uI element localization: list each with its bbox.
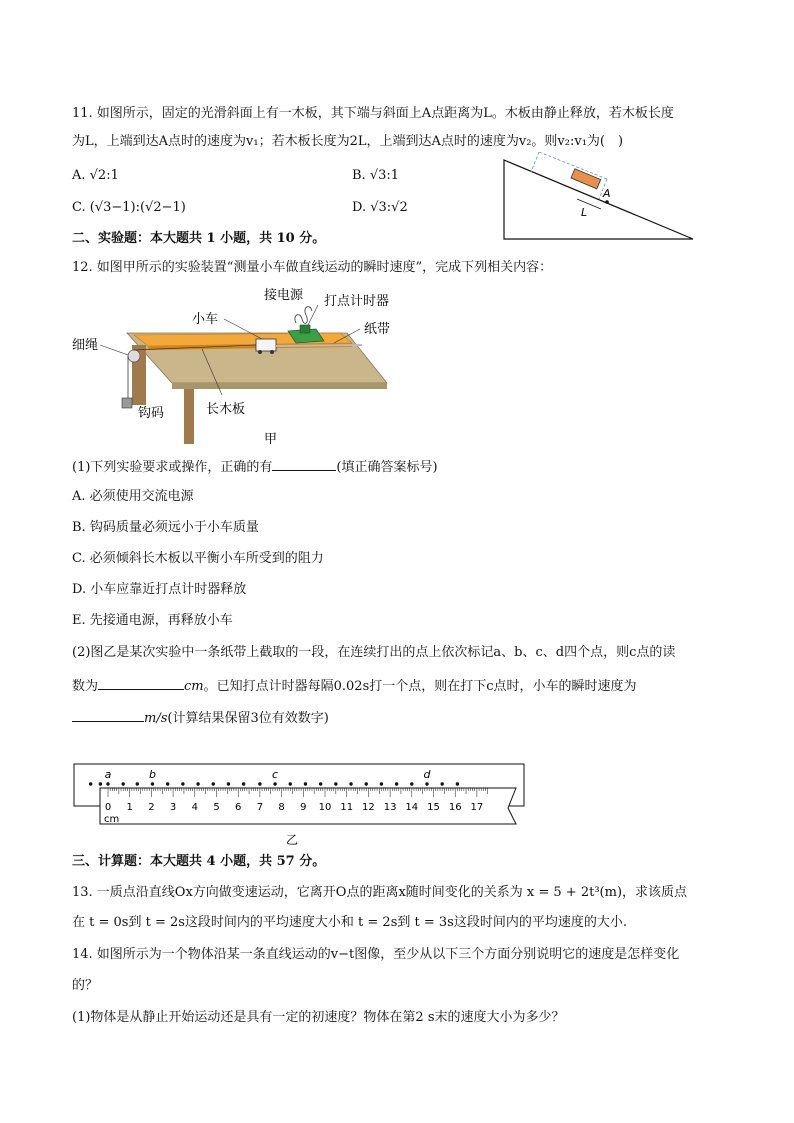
q11-incline-figure: [495, 152, 700, 244]
tape-point-label-a: a: [104, 768, 112, 781]
tape-dot: [273, 782, 276, 785]
ruler-tick-label: 0: [104, 802, 112, 813]
ruler-tick-label: 5: [213, 802, 220, 813]
q12-part2-unit-cm: cm: [184, 679, 204, 694]
section-3-heading: 三、计算题：本大题共 4 小题，共 57 分。: [72, 854, 326, 869]
tape-dot: [151, 782, 154, 785]
q12-intro: 12. 如图甲所示的实验装置“测量小车做直线运动的瞬时速度”，完成下列相关内容：: [72, 260, 553, 275]
q12-label-rope: 细绳: [72, 338, 99, 353]
q12-part2-blank-speed[interactable]: [72, 707, 144, 722]
tape-dot: [425, 782, 428, 785]
tape-dot: [89, 782, 92, 785]
q14-text-line2: 的？: [72, 978, 99, 993]
tape-dot: [196, 782, 199, 785]
q11-option-b: B. √3:1: [352, 168, 400, 183]
tape-dot: [395, 782, 398, 785]
tape-dot: [106, 782, 109, 785]
ruler-tick-label: 2: [148, 802, 155, 813]
q11-text-line2: 为L，上端到达A点时的速度为v₁；若木板长度为2L，上端到达A点时的速度为v₂。则v₂:v₁为( ): [72, 134, 624, 149]
ruler-unit-label: cm: [104, 814, 120, 825]
q12-ruler-figure: [70, 760, 530, 850]
tape-dot: [319, 782, 322, 785]
tape-dot: [242, 782, 245, 785]
q11-length-label: L: [581, 206, 588, 219]
tape-dot: [440, 782, 443, 785]
ruler-tick-label: 15: [427, 802, 440, 813]
ruler-tick-label: 17: [470, 802, 484, 813]
tape-point-label-b: b: [148, 768, 156, 781]
q14-text-line3: (1)物体是从静止开始运动还是具有一定的初速度？物体在第2 s末的速度大小为多少？: [72, 1010, 565, 1025]
ruler-tick-label: 14: [405, 802, 419, 813]
q11-point-a-label: A: [603, 187, 611, 200]
q12-choice-d: D. 小车应靠近打点计时器释放: [72, 582, 247, 597]
q11-text-line1: 11. 如图所示，固定的光滑斜面上有一木板，其下端与斜面上A点距离为L。木板由静止释放，若木板长度: [72, 106, 674, 121]
q12-part2-line1: (2)图乙是某次实验中一条纸带上截取的一段，在连续打出的点上依次标记a、b、c、d四个点，则c点的读: [72, 645, 676, 660]
ruler-figure-caption: 乙: [286, 833, 299, 847]
tape-dot: [99, 782, 102, 785]
q11-option-c: C. (√3−1):(√2−1): [72, 200, 186, 215]
tape-point-label-d: d: [423, 768, 431, 781]
tape-point-label-c: c: [272, 768, 279, 781]
q12-part2-unit-ms: m/s: [144, 711, 168, 726]
q12-part1-text: (1)下列实验要求或操作，正确的有: [72, 460, 273, 475]
ruler-tick-label: 7: [256, 802, 264, 813]
ruler-tick-label: 4: [191, 802, 198, 813]
tape-dot: [289, 782, 292, 785]
ruler-tick-label: 8: [278, 802, 285, 813]
q12-choice-e: E. 先接通电源，再释放小车: [72, 613, 233, 628]
ruler-tick-label: 1: [126, 802, 133, 813]
tape-dot: [410, 782, 413, 785]
q13-text-line1: 13. 一质点沿直线Ox方向做变速运动，它离开O点的距离x随时间变化的关系为 x = 5 + 2t³(m)，求该质点: [72, 885, 688, 900]
ruler-tick-label: 13: [383, 802, 397, 813]
q12-part2-blank-cm[interactable]: [98, 675, 184, 690]
ruler-tick-label: 11: [340, 802, 354, 813]
q12-apparatus-figure: [72, 283, 402, 448]
q13-text-line2: 在 t = 0s到 t = 2s这段时间内的平均速度大小和 t = 2s到 t = 3s这段时间内的平均速度的大小.: [72, 915, 627, 930]
q12-choice-b: B. 钩码质量必须远小于小车质量: [72, 520, 259, 535]
q12-part2-pre: 数为: [72, 679, 99, 694]
tape-dot: [166, 782, 169, 785]
tape-dot: [181, 782, 184, 785]
q12-part1-blank[interactable]: [272, 456, 336, 471]
q14-text-line1: 14. 如图所示为一个物体沿某一条直线运动的v−t图像，至少从以下三个方面分别说明它的速度是怎样变化: [72, 947, 680, 962]
tape-dot: [380, 782, 383, 785]
tape-dot: [136, 782, 139, 785]
q12-part2-note: (计算结果保留3位有效数字): [167, 711, 329, 726]
tape-dot: [212, 782, 215, 785]
tape-dot: [121, 782, 124, 785]
ruler-tick-label: 10: [318, 802, 332, 813]
tape-dot: [258, 782, 261, 785]
q12-label-board: 长木板: [206, 402, 246, 417]
q12-choice-a: A. 必须使用交流电源: [72, 489, 194, 504]
tape-dot: [304, 782, 307, 785]
q12-part2-line2: [72, 675, 637, 697]
q12-part2-line3: [72, 707, 329, 729]
q12-part1-prompt: [72, 456, 438, 478]
q12-choice-c: C. 必须倾斜长木板以平衡小车所受到的阻力: [72, 551, 324, 566]
q12-label-timer: 打点计时器: [324, 294, 390, 309]
q11-option-a: A. √2:1: [72, 168, 119, 183]
q12-part2-post: 。已知打点计时器每隔0.02s打一个点，则在打下c点时，小车的瞬时速度为: [203, 679, 637, 694]
tape-dot: [227, 782, 230, 785]
tape-dot: [365, 782, 368, 785]
ruler-tick-label: 9: [300, 802, 307, 813]
tape-dot: [334, 782, 337, 785]
q12-label-power: 接电源: [264, 288, 304, 303]
ruler-tick-label: 6: [235, 802, 242, 813]
q12-figure-caption: 甲: [264, 432, 278, 447]
q12-part1-note: (填正确答案标号): [336, 460, 438, 475]
q12-label-cart: 小车: [192, 312, 219, 327]
ruler-tick-label: 12: [362, 802, 375, 813]
q11-option-d: D. √3:√2: [352, 200, 408, 215]
tape-dot: [349, 782, 352, 785]
tape-dot: [456, 782, 459, 785]
ruler-tick-label: 16: [448, 802, 462, 813]
q12-label-tape: 纸带: [364, 322, 391, 337]
section-2-heading: 二、实验题：本大题共 1 小题，共 10 分。: [72, 231, 326, 246]
q12-label-weight: 钩码: [138, 406, 165, 421]
ruler-tick-label: 3: [169, 802, 177, 813]
